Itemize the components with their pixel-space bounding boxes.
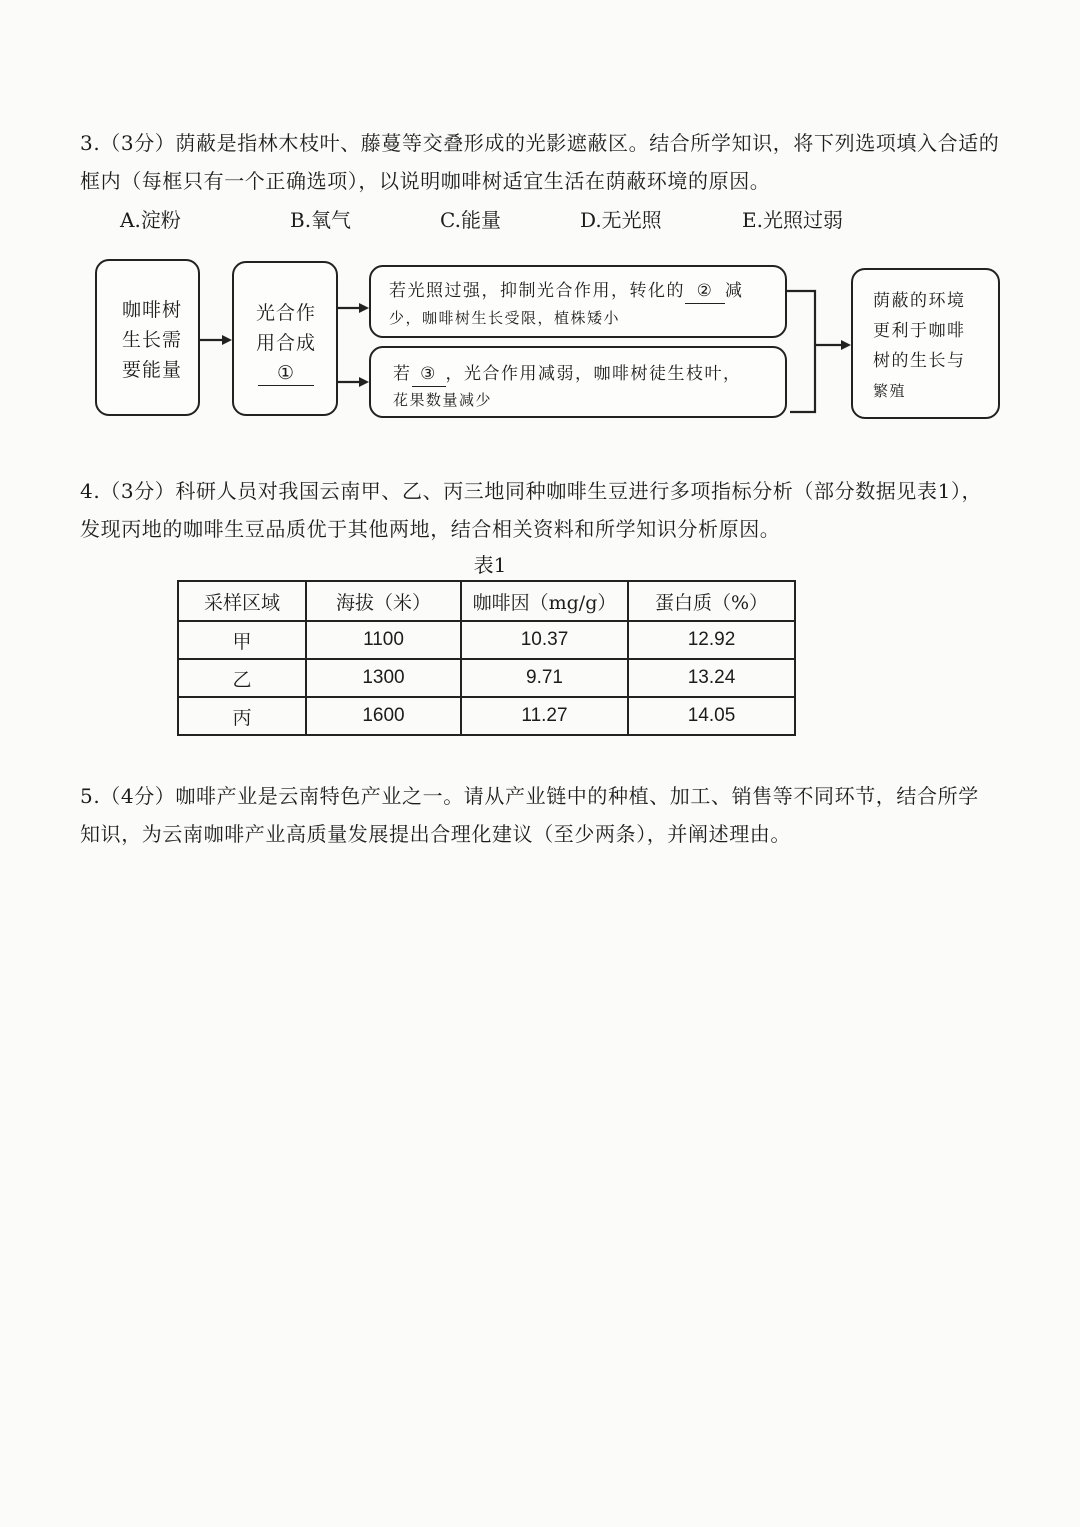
question-5-line-2: 知识，为云南咖啡产业高质量发展提出合理化建议（至少两条），并阐述理由。 <box>80 822 791 846</box>
cell-caffeine: 11.27 <box>461 697 628 735</box>
cell-protein: 14.05 <box>628 697 795 735</box>
box-conclusion <box>851 268 1000 419</box>
header-protein: 蛋白质（%） <box>628 581 795 621</box>
question-3-line-2: 框内（每框只有一个正确选项），以说明咖啡树适宜生活在荫蔽环境的原因。 <box>80 169 771 193</box>
cell-protein: 13.24 <box>628 659 795 697</box>
cell-protein: 12.92 <box>628 621 795 659</box>
box-energy-need-line-1: 咖啡树 <box>121 299 182 321</box>
option-e: E.光照过弱 <box>742 208 843 232</box>
header-caffeine: 咖啡因（mg/g） <box>461 581 628 621</box>
box-photosynthesis-line-2: 用合成 <box>255 332 316 354</box>
box-photosynthesis <box>232 261 338 416</box>
box-energy-need-line-3: 要能量 <box>121 359 182 381</box>
box-strong-light <box>369 265 787 338</box>
question-5-line-1: 5.（4分）咖啡产业是云南特色产业之一。请从产业链中的种植、加工、销售等不同环节，结合所学 <box>80 784 979 808</box>
box-weak-light-text-3: 花果数量减少 <box>393 391 493 409</box>
question-3-line-1: 3.（3分）荫蔽是指林木枝叶、藤蔓等交叠形成的光影遮蔽区。结合所学知识，将下列选项填入合适的 <box>80 131 1000 155</box>
box-strong-light-text-2: 减 <box>725 281 744 301</box>
box-weak-light <box>369 346 787 418</box>
cell-region: 丙 <box>178 697 306 735</box>
option-b: B.氧气 <box>290 208 352 232</box>
box-conclusion-line-3: 树的生长与 <box>873 351 966 371</box>
box-energy-need <box>95 259 200 416</box>
table-row <box>178 697 795 735</box>
cell-caffeine: 10.37 <box>461 621 628 659</box>
cell-region: 乙 <box>178 659 306 697</box>
table-title: 表1 <box>473 553 507 577</box>
box-conclusion-line-4: 繁殖 <box>873 382 907 400</box>
option-c: C.能量 <box>440 208 501 232</box>
cell-altitude: 1600 <box>306 697 461 735</box>
table-header-row <box>178 581 795 621</box>
question-4 <box>80 472 1000 548</box>
cell-altitude: 1100 <box>306 621 461 659</box>
question-4-line-2: 发现丙地的咖啡生豆品质优于其他两地，结合相关资料和所学知识分析原因。 <box>80 517 781 541</box>
question-4-line-1: 4.（3分）科研人员对我国云南甲、乙、丙三地同种咖啡生豆进行多项指标分析（部分数据见表1）， <box>80 479 983 503</box>
table-row <box>178 621 795 659</box>
bracket-connector <box>787 291 815 412</box>
box-strong-light-text-1: 若光照过强，抑制光合作用，转化的 <box>389 281 685 301</box>
data-table <box>177 580 796 736</box>
question-5 <box>80 777 1000 853</box>
box-strong-light-text-3: 少，咖啡树生长受限，植株矮小 <box>389 309 621 327</box>
blank-1[interactable]: ① <box>258 361 314 386</box>
header-region: 采样区域 <box>178 581 306 621</box>
cell-caffeine: 9.71 <box>461 659 628 697</box>
blank-2[interactable]: ② <box>685 279 725 304</box>
box-energy-need-line-2: 生长需 <box>121 329 182 351</box>
box-conclusion-line-2: 更利于咖啡 <box>873 321 966 341</box>
option-a: A.淀粉 <box>120 208 181 232</box>
box-weak-light-text-2: ，光合作用减弱，咖啡树徒生枝叶， <box>445 364 742 384</box>
question-3 <box>80 124 1000 200</box>
table-row <box>178 659 795 697</box>
cell-altitude: 1300 <box>306 659 461 697</box>
cell-region: 甲 <box>178 621 306 659</box>
option-d: D.无光照 <box>580 208 662 232</box>
box-photosynthesis-line-1: 光合作 <box>255 302 316 324</box>
answer-options <box>120 204 920 234</box>
box-conclusion-line-1: 荫蔽的环境 <box>873 291 966 311</box>
header-altitude: 海拔（米） <box>306 581 461 621</box>
box-weak-light-text-1: 若 <box>393 364 412 384</box>
blank-3[interactable]: ③ <box>412 362 446 387</box>
